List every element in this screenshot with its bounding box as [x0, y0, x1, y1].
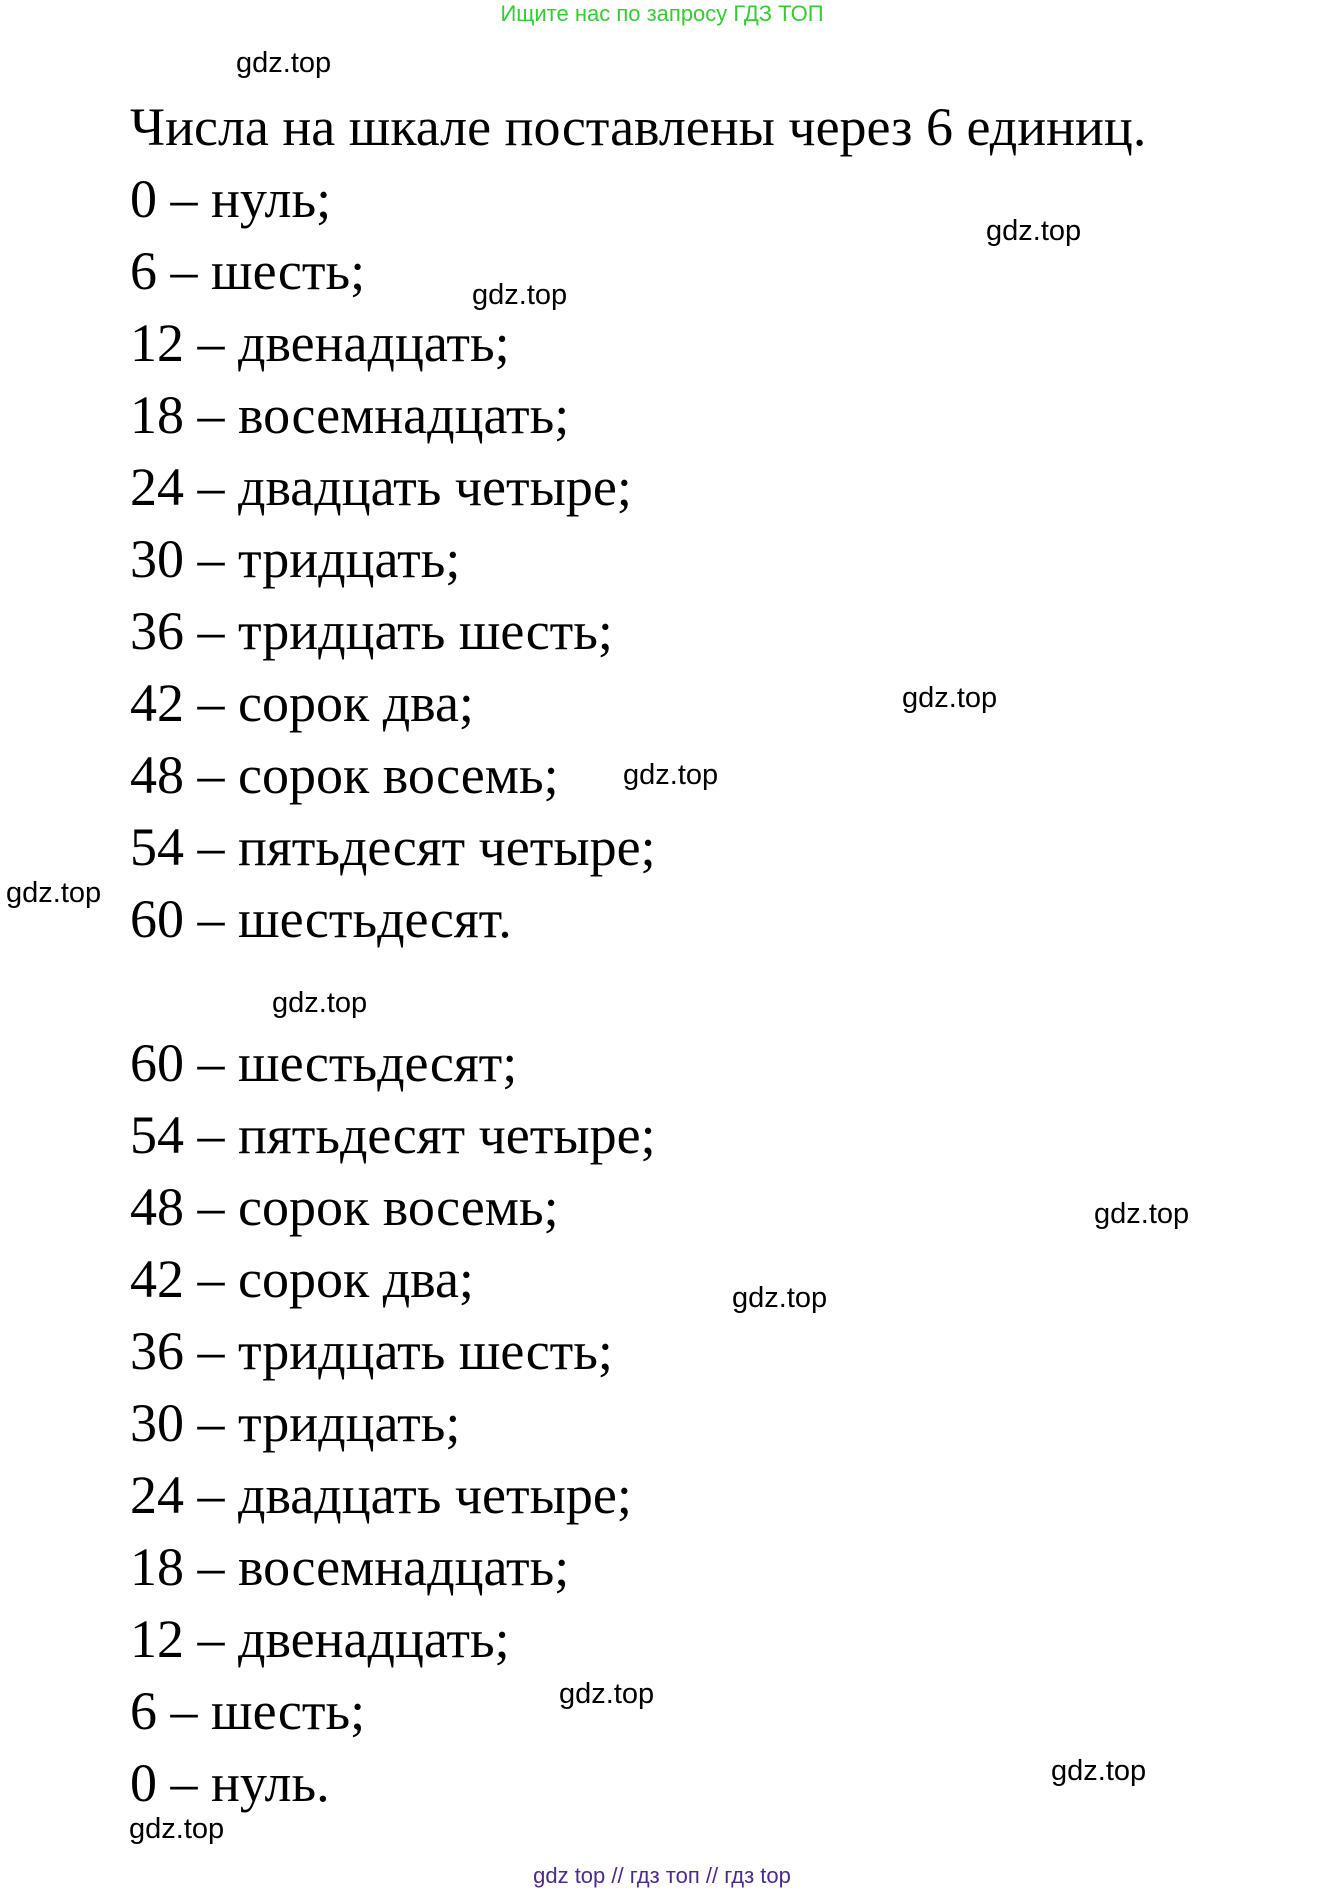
watermark: gdz.top: [6, 877, 102, 909]
list-item: 6 – шесть;: [130, 1681, 366, 1741]
list-item: 42 – сорок два;: [130, 673, 474, 733]
bottom-banner: gdz top // гдз топ // гдз top: [533, 1863, 791, 1888]
list-item: 54 – пятьдесят четыре;: [130, 817, 656, 877]
list-item: 36 – тридцать шесть;: [130, 601, 613, 661]
list-item: 42 – сорок два;: [130, 1249, 474, 1309]
watermark: gdz.top: [1051, 1755, 1147, 1787]
list-item: 12 – двенадцать;: [130, 1609, 510, 1669]
watermark: gdz.top: [472, 279, 568, 311]
watermark: gdz.top: [732, 1282, 828, 1314]
watermark: gdz.top: [1094, 1198, 1190, 1230]
watermark: gdz.top: [623, 759, 719, 791]
page-heading: Числа на шкале поставлены через 6 единиц.: [130, 97, 1147, 157]
list-item: 48 – сорок восемь;: [130, 1177, 559, 1237]
list-item: 12 – двенадцать;: [130, 313, 510, 373]
watermark: gdz.top: [559, 1678, 655, 1710]
ascending-list: [130, 163, 656, 955]
watermark: gdz.top: [236, 47, 332, 79]
list-item: 6 – шесть;: [130, 241, 366, 301]
list-item: 24 – двадцать четыре;: [130, 1465, 632, 1525]
list-item: 60 – шестьдесят.: [130, 889, 512, 949]
watermark: gdz.top: [129, 1813, 225, 1845]
list-item: 30 – тридцать;: [130, 1393, 461, 1453]
watermark: gdz.top: [272, 987, 368, 1019]
list-item: 54 – пятьдесят четыре;: [130, 1105, 656, 1165]
watermark: gdz.top: [986, 215, 1082, 247]
list-item: 18 – восемнадцать;: [130, 385, 570, 445]
top-banner: Ищите нас по запросу ГДЗ ТОП: [500, 1, 824, 26]
list-item: 48 – сорок восемь;: [130, 745, 559, 805]
list-item: 0 – нуль;: [130, 169, 332, 229]
list-item: 30 – тридцать;: [130, 529, 461, 589]
list-item: 60 – шестьдесят;: [130, 1033, 518, 1093]
list-item: 24 – двадцать четыре;: [130, 457, 632, 517]
list-item: 36 – тридцать шесть;: [130, 1321, 613, 1381]
watermark: gdz.top: [902, 682, 998, 714]
list-item: 0 – нуль.: [130, 1753, 330, 1813]
list-item: 18 – восемнадцать;: [130, 1537, 570, 1597]
